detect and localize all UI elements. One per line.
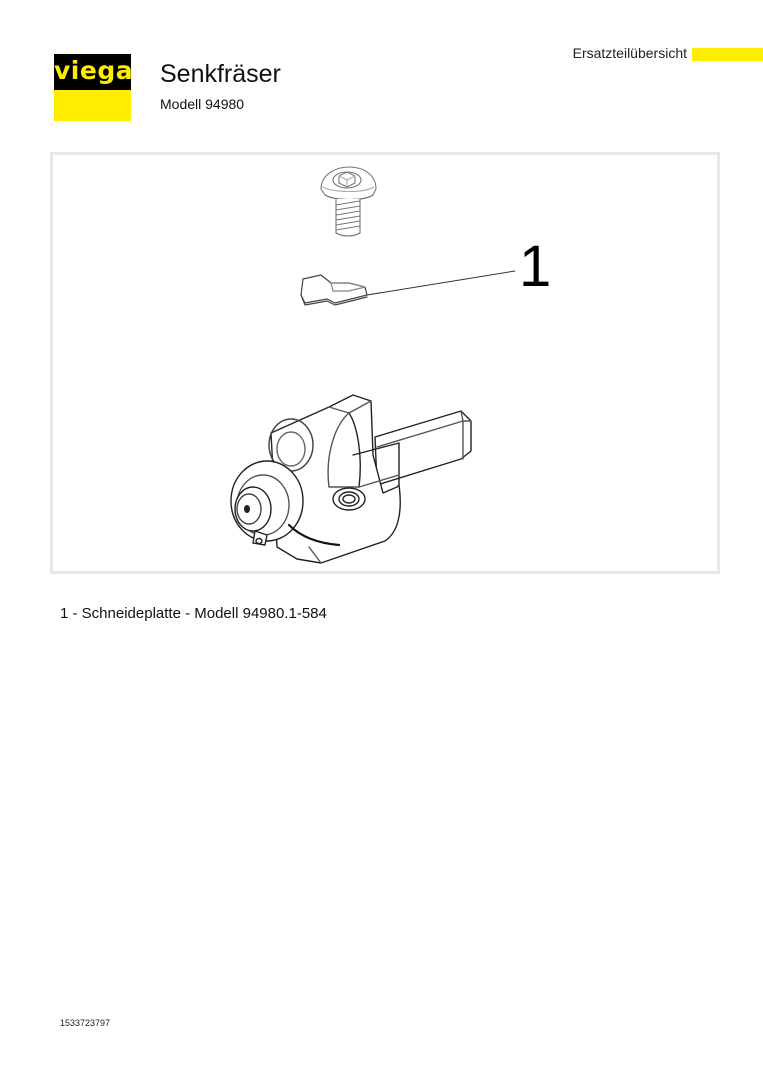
logo-yellow-block: [54, 90, 131, 121]
logo-wordmark: viega: [54, 56, 134, 85]
page-title: Senkfräser: [160, 60, 281, 88]
logo-black-block: [54, 54, 134, 90]
document-number: 1533723797: [60, 1018, 111, 1028]
document-type-bar: [692, 48, 763, 61]
callout-leader-line: [367, 271, 515, 295]
screw-drawing: [321, 167, 376, 236]
viega-logo: [54, 54, 134, 121]
parts-list: [60, 605, 327, 622]
page-subtitle: Modell 94980: [160, 96, 245, 112]
document-type-label: Ersatzteilübersicht: [572, 45, 687, 61]
exploded-view-drawing: [53, 155, 717, 571]
countersink-cutter-drawing: [231, 395, 471, 563]
cutting-plate-drawing: [301, 275, 367, 305]
callout-number-1: 1: [519, 234, 552, 299]
parts-list-item: 1 - Schneideplatte - Modell 94980.1-584: [60, 605, 327, 622]
exploded-view-figure: [50, 152, 720, 574]
